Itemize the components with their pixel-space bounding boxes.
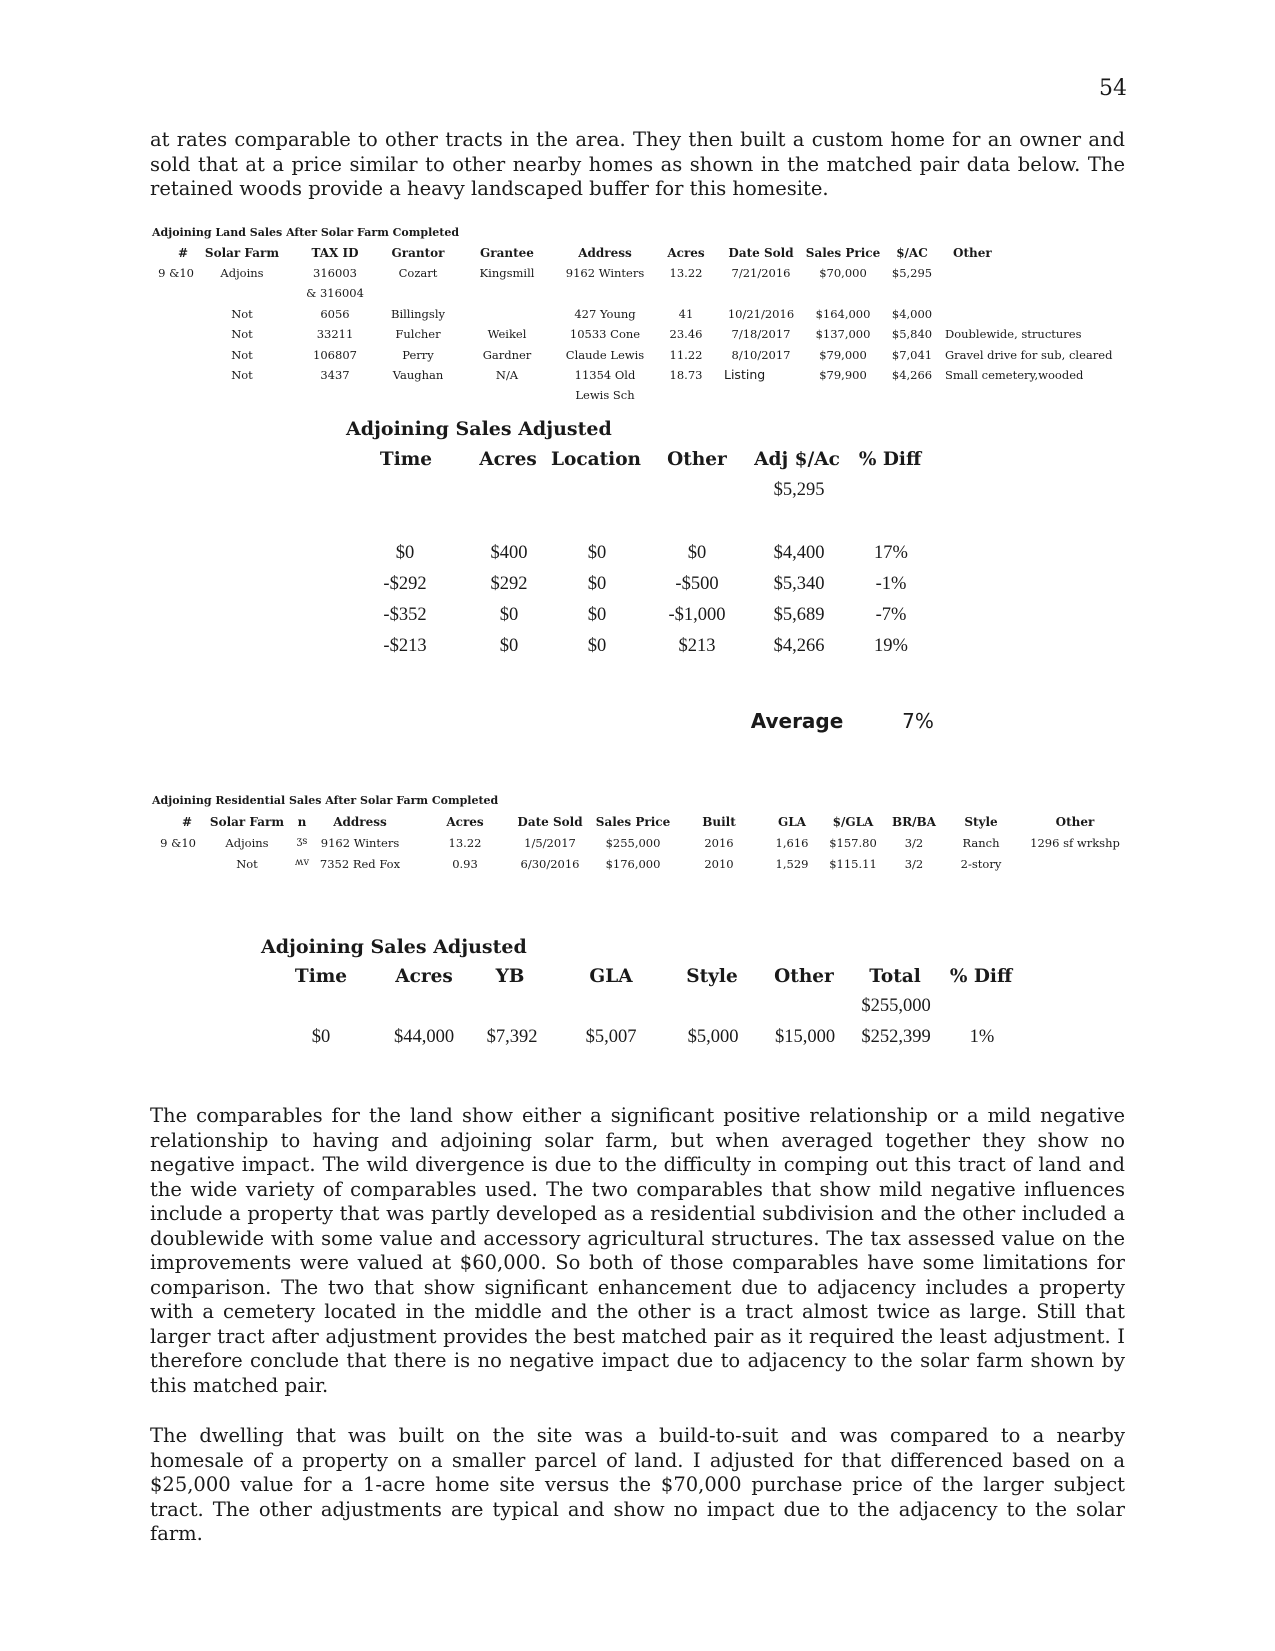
header-other: Other bbox=[953, 246, 992, 260]
cell-grantee: Gardner bbox=[482, 348, 532, 362]
cell-style: Ranch bbox=[962, 836, 1000, 850]
header-per-acre: $/AC bbox=[896, 246, 928, 260]
header-gla: GLA bbox=[589, 966, 633, 987]
cell-per-gla: $115.11 bbox=[829, 857, 877, 871]
cell-other: $0 bbox=[687, 543, 707, 563]
header-other: Other bbox=[1055, 815, 1095, 829]
cell-address: 11354 Old bbox=[574, 368, 636, 382]
cell-adj-per-acre: $4,400 bbox=[773, 543, 825, 563]
cell-sales-price: $176,000 bbox=[605, 857, 661, 871]
cell-tax-id: & 316004 bbox=[306, 286, 364, 300]
header-total: Total bbox=[869, 966, 921, 987]
cell-sales-price: $164,000 bbox=[815, 307, 871, 321]
cell-adj-per-acre: $5,340 bbox=[773, 574, 825, 594]
cell-pct-diff: -1% bbox=[875, 574, 907, 594]
cell-acres: 11.22 bbox=[669, 348, 703, 362]
cell-address: 427 Young bbox=[574, 307, 636, 321]
header-num: # bbox=[177, 246, 188, 260]
average-label: Average bbox=[750, 709, 844, 733]
cell-grantee: Kingsmill bbox=[479, 266, 535, 280]
land-sales-caption: Adjoining Land Sales After Solar Farm Completed bbox=[152, 226, 460, 239]
cell-other: -$1,000 bbox=[668, 605, 726, 625]
base-per-acre: $5,295 bbox=[773, 480, 825, 500]
cell-solar-farm: Adjoins bbox=[220, 266, 264, 280]
cell-date-sold: 6/30/2016 bbox=[520, 857, 580, 871]
header-acres: Acres bbox=[395, 966, 453, 987]
cell-other: -$500 bbox=[675, 574, 719, 594]
cell-gla: $5,007 bbox=[585, 1027, 637, 1047]
cell-adj-per-acre: $4,266 bbox=[773, 636, 825, 656]
header-style: Style bbox=[964, 815, 998, 829]
cell-acres: $0 bbox=[499, 636, 519, 656]
cell-date-sold: 7/21/2016 bbox=[731, 266, 791, 280]
header-gla: GLA bbox=[778, 815, 806, 829]
cell-date-sold: 8/10/2017 bbox=[731, 348, 791, 362]
cell-grantee: Weikel bbox=[487, 327, 527, 341]
cell-address: Lewis Sch bbox=[575, 388, 635, 402]
cell-time: -$292 bbox=[383, 574, 427, 594]
cell-date-sold: 1/5/2017 bbox=[524, 836, 576, 850]
cell-address: Claude Lewis bbox=[565, 348, 645, 362]
cell-other: 1296 sf wrkshp bbox=[1030, 836, 1120, 850]
header-pct-diff: % Diff bbox=[949, 966, 1013, 987]
cell-tax-id: 6056 bbox=[320, 307, 350, 321]
cell-sales-price: $255,000 bbox=[605, 836, 661, 850]
header-location: Location bbox=[551, 449, 641, 470]
cell-solar-farm: Not bbox=[231, 327, 253, 341]
cell-acres: $292 bbox=[490, 574, 528, 594]
cell-grantor: Vaughan bbox=[392, 368, 444, 382]
cell-br-ba: 3/2 bbox=[904, 857, 924, 871]
header-num: # bbox=[181, 815, 192, 829]
cell-address: 9162 Winters bbox=[565, 266, 645, 280]
header-yb: YB bbox=[495, 966, 525, 987]
cell-date-sold: 10/21/2016 bbox=[727, 307, 795, 321]
cell-num: 9 &10 bbox=[160, 836, 196, 850]
cell-acres: 23.46 bbox=[669, 327, 703, 341]
header-other: Other bbox=[667, 449, 727, 470]
cell-pct-diff: -7% bbox=[875, 605, 907, 625]
cell-sales-price: $137,000 bbox=[815, 327, 871, 341]
cell-gla: 1,616 bbox=[775, 836, 809, 850]
base-total: $255,000 bbox=[861, 996, 931, 1016]
header-grantee: Grantee bbox=[480, 246, 534, 260]
cell-date-sold: Listing bbox=[724, 367, 766, 382]
header-sales-price: Sales Price bbox=[805, 246, 881, 260]
cell-grantee: N/A bbox=[495, 368, 519, 382]
cell-grantor: Cozart bbox=[398, 266, 438, 280]
cell-pct-diff: 17% bbox=[874, 543, 908, 563]
cell-acres: 13.22 bbox=[669, 266, 703, 280]
intro-paragraph: at rates comparable to other tracts in the area. They then built a custom home for an owner and sold that at a price similar to other nearby homes as shown in the matched pair data below. The retained woods provide a heavy landscaped buffer for this homesite. bbox=[150, 128, 1125, 200]
cell-other: $213 bbox=[678, 636, 716, 656]
header-br-ba: BR/BA bbox=[892, 815, 936, 829]
header-address: Address bbox=[578, 246, 632, 260]
header-sales-price: Sales Price bbox=[595, 815, 671, 829]
cell-per-acre: $5,295 bbox=[891, 266, 933, 280]
header-pct-diff: % Diff bbox=[858, 449, 922, 470]
cell-solar-farm: Not bbox=[236, 857, 258, 871]
cell-other: Doublewide, structures bbox=[945, 327, 1082, 341]
cell-acres: 0.93 bbox=[452, 857, 478, 871]
cell-pct-diff: 1% bbox=[969, 1027, 995, 1047]
cell-other: Small cemetery,wooded bbox=[945, 368, 1084, 382]
header-per-gla: $/GLA bbox=[832, 815, 874, 829]
header-built: Built bbox=[702, 815, 736, 829]
header-fragment: n bbox=[297, 815, 307, 829]
cell-built: 2010 bbox=[704, 857, 734, 871]
cell-acres: $0 bbox=[499, 605, 519, 625]
header-time: Time bbox=[379, 449, 433, 470]
cell-time: $0 bbox=[395, 543, 415, 563]
land-adjusted-title: Adjoining Sales Adjusted bbox=[346, 418, 612, 440]
cell-sales-price: $79,000 bbox=[819, 348, 867, 362]
cell-acres: 13.22 bbox=[448, 836, 482, 850]
cell-tax-id: 3437 bbox=[320, 368, 350, 382]
body-paragraph-1: The comparables for the land show either a significant positive relationship or a mild negative relationship to having and adjoining solar farm, but when averaged together they show no negative impact. The wild divergence is due to the difficulty in comping out this tract of land and the wide variety of comparables used. The two comparables that show mild negative influences include a property that was partly developed as a residential subdivision and the other included a doublewide with some value and accessory agricultural structures. The tax assessed value on the improvements were valued at $60,000. So both of those comparables have some limitations for comparison. The two that show significant enhancement due to adjacency includes a property with a cemetery located in the middle and the other is a tract almost twice as large. Still that larger tract after adjustment provides the best matched pair as it required the least adjustment. I therefore conclude that there is no negative impact due to adjacency to the solar farm shown by this matched pair. bbox=[150, 1104, 1125, 1397]
cell-sales-price: $70,000 bbox=[819, 266, 867, 280]
header-acres: Acres bbox=[446, 815, 484, 829]
header-tax-id: TAX ID bbox=[311, 246, 359, 260]
cell-grantor: Fulcher bbox=[395, 327, 441, 341]
page-number: 54 bbox=[1099, 76, 1127, 101]
cell-acres: $44,000 bbox=[393, 1027, 455, 1047]
cell-time: -$352 bbox=[383, 605, 427, 625]
cell-fragment: ʒs bbox=[296, 836, 308, 847]
cell-location: $0 bbox=[587, 636, 607, 656]
average-value: 7% bbox=[902, 709, 934, 733]
cell-fragment: ʍv bbox=[294, 857, 310, 868]
cell-other: $15,000 bbox=[774, 1027, 836, 1047]
cell-per-acre: $5,840 bbox=[891, 327, 933, 341]
cell-address: 7352 Red Fox bbox=[319, 857, 401, 871]
cell-solar-farm: Not bbox=[231, 307, 253, 321]
cell-address: 10533 Cone bbox=[569, 327, 641, 341]
header-acres: Acres bbox=[667, 246, 705, 260]
header-date-sold: Date Sold bbox=[728, 246, 794, 260]
cell-per-acre: $7,041 bbox=[891, 348, 933, 362]
cell-acres: 18.73 bbox=[669, 368, 703, 382]
header-date-sold: Date Sold bbox=[517, 815, 583, 829]
cell-solar-farm: Not bbox=[231, 348, 253, 362]
cell-per-acre: $4,266 bbox=[891, 368, 933, 382]
cell-address: 9162 Winters bbox=[320, 836, 400, 850]
cell-built: 2016 bbox=[704, 836, 734, 850]
cell-grantor: Perry bbox=[402, 348, 434, 362]
cell-gla: 1,529 bbox=[775, 857, 809, 871]
cell-br-ba: 3/2 bbox=[904, 836, 924, 850]
cell-date-sold: 7/18/2017 bbox=[731, 327, 791, 341]
cell-style: $5,000 bbox=[687, 1027, 739, 1047]
header-acres: Acres bbox=[479, 449, 537, 470]
cell-solar-farm: Not bbox=[231, 368, 253, 382]
cell-grantor: Billingsly bbox=[390, 307, 446, 321]
cell-location: $0 bbox=[587, 574, 607, 594]
cell-other: Gravel drive for sub, cleared bbox=[945, 348, 1113, 362]
residential-sales-caption: Adjoining Residential Sales After Solar Farm Completed bbox=[152, 794, 499, 807]
header-solar-farm: Solar Farm bbox=[204, 246, 280, 260]
header-solar-farm: Solar Farm bbox=[209, 815, 285, 829]
header-style: Style bbox=[686, 966, 738, 987]
header-other: Other bbox=[774, 966, 834, 987]
body-paragraph-2: The dwelling that was built on the site was a build-to-suit and was compared to a nearby homesale of a property on a smaller parcel of land. I adjusted for that differenced based on a $25,000 value for a 1-acre home site versus the $70,000 purchase price of the larger subject tract. The other adjustments are typical and show no impact due to the adjacency to the solar farm. bbox=[150, 1424, 1125, 1545]
header-grantor: Grantor bbox=[391, 246, 445, 260]
cell-location: $0 bbox=[587, 605, 607, 625]
cell-per-acre: $4,000 bbox=[891, 307, 933, 321]
cell-sales-price: $79,900 bbox=[819, 368, 867, 382]
cell-yb: $7,392 bbox=[486, 1027, 538, 1047]
cell-acres: $400 bbox=[490, 543, 528, 563]
header-adj-per-acre: Adj $/Ac bbox=[754, 449, 840, 470]
cell-acres: 41 bbox=[678, 307, 694, 321]
cell-tax-id: 316003 bbox=[313, 266, 357, 280]
cell-tax-id: 106807 bbox=[313, 348, 357, 362]
cell-total: $252,399 bbox=[861, 1027, 931, 1047]
cell-time: -$213 bbox=[383, 636, 427, 656]
cell-num: 9 &10 bbox=[158, 266, 194, 280]
cell-adj-per-acre: $5,689 bbox=[773, 605, 825, 625]
cell-time: $0 bbox=[311, 1027, 331, 1047]
residential-adjusted-title: Adjoining Sales Adjusted bbox=[261, 936, 527, 958]
cell-tax-id: 33211 bbox=[316, 327, 354, 341]
header-time: Time bbox=[294, 966, 348, 987]
header-address: Address bbox=[333, 815, 387, 829]
cell-style: 2-story bbox=[960, 857, 1002, 871]
cell-pct-diff: 19% bbox=[874, 636, 908, 656]
cell-per-gla: $157.80 bbox=[829, 836, 877, 850]
cell-location: $0 bbox=[587, 543, 607, 563]
cell-solar-farm: Adjoins bbox=[225, 836, 269, 850]
